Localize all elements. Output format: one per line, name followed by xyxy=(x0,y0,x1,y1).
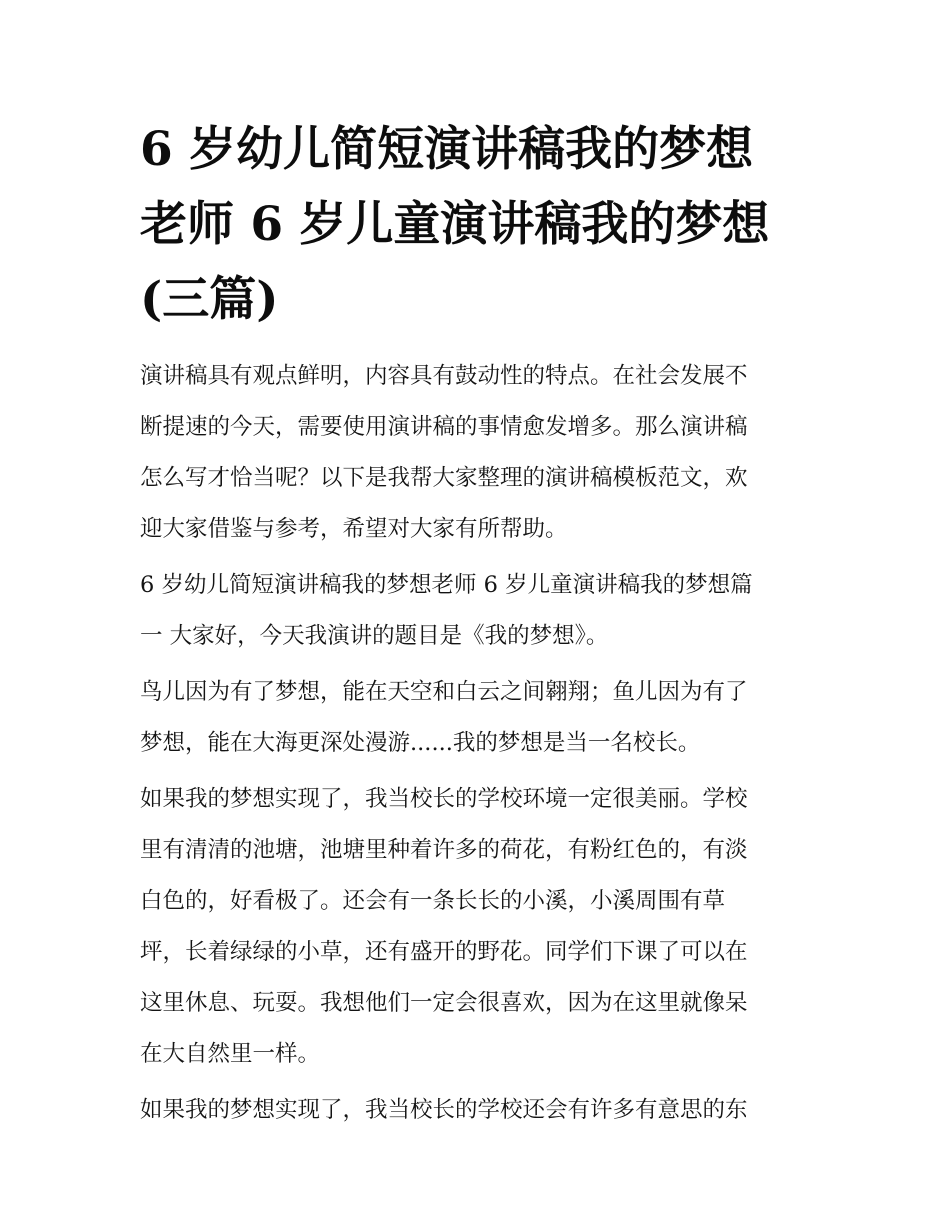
body-paragraph xyxy=(140,774,812,1080)
text-line: 坪，长着绿绿的小草，还有盛开的野花。同学们下课了可以在 xyxy=(140,939,748,965)
text-line: 怎么写才恰当呢？以下是我帮大家整理的演讲稿模板范文，欢 xyxy=(140,465,748,491)
title-line: (三篇) xyxy=(140,272,279,327)
text-line: 断提速的今天，需要使用演讲稿的事情愈发增多。那么演讲稿 xyxy=(140,414,748,440)
text-line: 在大自然里一样。 xyxy=(140,1041,321,1067)
text-line: 这里休息、玩耍。我想他们一定会很喜欢，因为在这里就像呆 xyxy=(140,990,748,1016)
title-line: 老师 6 岁儿童演讲稿我的梦想 xyxy=(140,197,770,252)
section-heading-paragraph xyxy=(140,560,812,662)
document-content xyxy=(140,112,812,1141)
text-line: 迎大家借鉴与参考，希望对大家有所帮助。 xyxy=(140,516,568,542)
text-line: 演讲稿具有观点鲜明，内容具有鼓动性的特点。在社会发展不 xyxy=(140,363,748,389)
text-line: 如果我的梦想实现了，我当校长的学校环境一定很美丽。学校 xyxy=(140,786,748,812)
text-line: 一 大家好，今天我演讲的题目是《我的梦想》。 xyxy=(140,623,609,649)
document-body xyxy=(140,351,812,1136)
intro-paragraph xyxy=(140,351,812,555)
text-line: 里有清清的池塘，池塘里种着许多的荷花，有粉红色的，有淡 xyxy=(140,837,748,863)
body-paragraph xyxy=(140,1085,812,1136)
text-line: 白色的，好看极了。还会有一条长长的小溪，小溪周围有草 xyxy=(140,888,726,914)
body-paragraph xyxy=(140,667,812,769)
title-line: 6 岁幼儿简短演讲稿我的梦想 xyxy=(140,122,754,177)
document-title xyxy=(140,112,812,337)
text-line: 6 岁幼儿简短演讲稿我的梦想老师 6 岁儿童演讲稿我的梦想篇 xyxy=(140,572,753,598)
text-line: 梦想，能在大海更深处漫游......我的梦想是当一名校长。 xyxy=(140,730,701,756)
text-line: 如果我的梦想实现了，我当校长的学校还会有许多有意思的东 xyxy=(140,1097,748,1123)
text-line: 鸟儿因为有了梦想，能在天空和白云之间翱翔；鱼儿因为有了 xyxy=(140,679,748,705)
